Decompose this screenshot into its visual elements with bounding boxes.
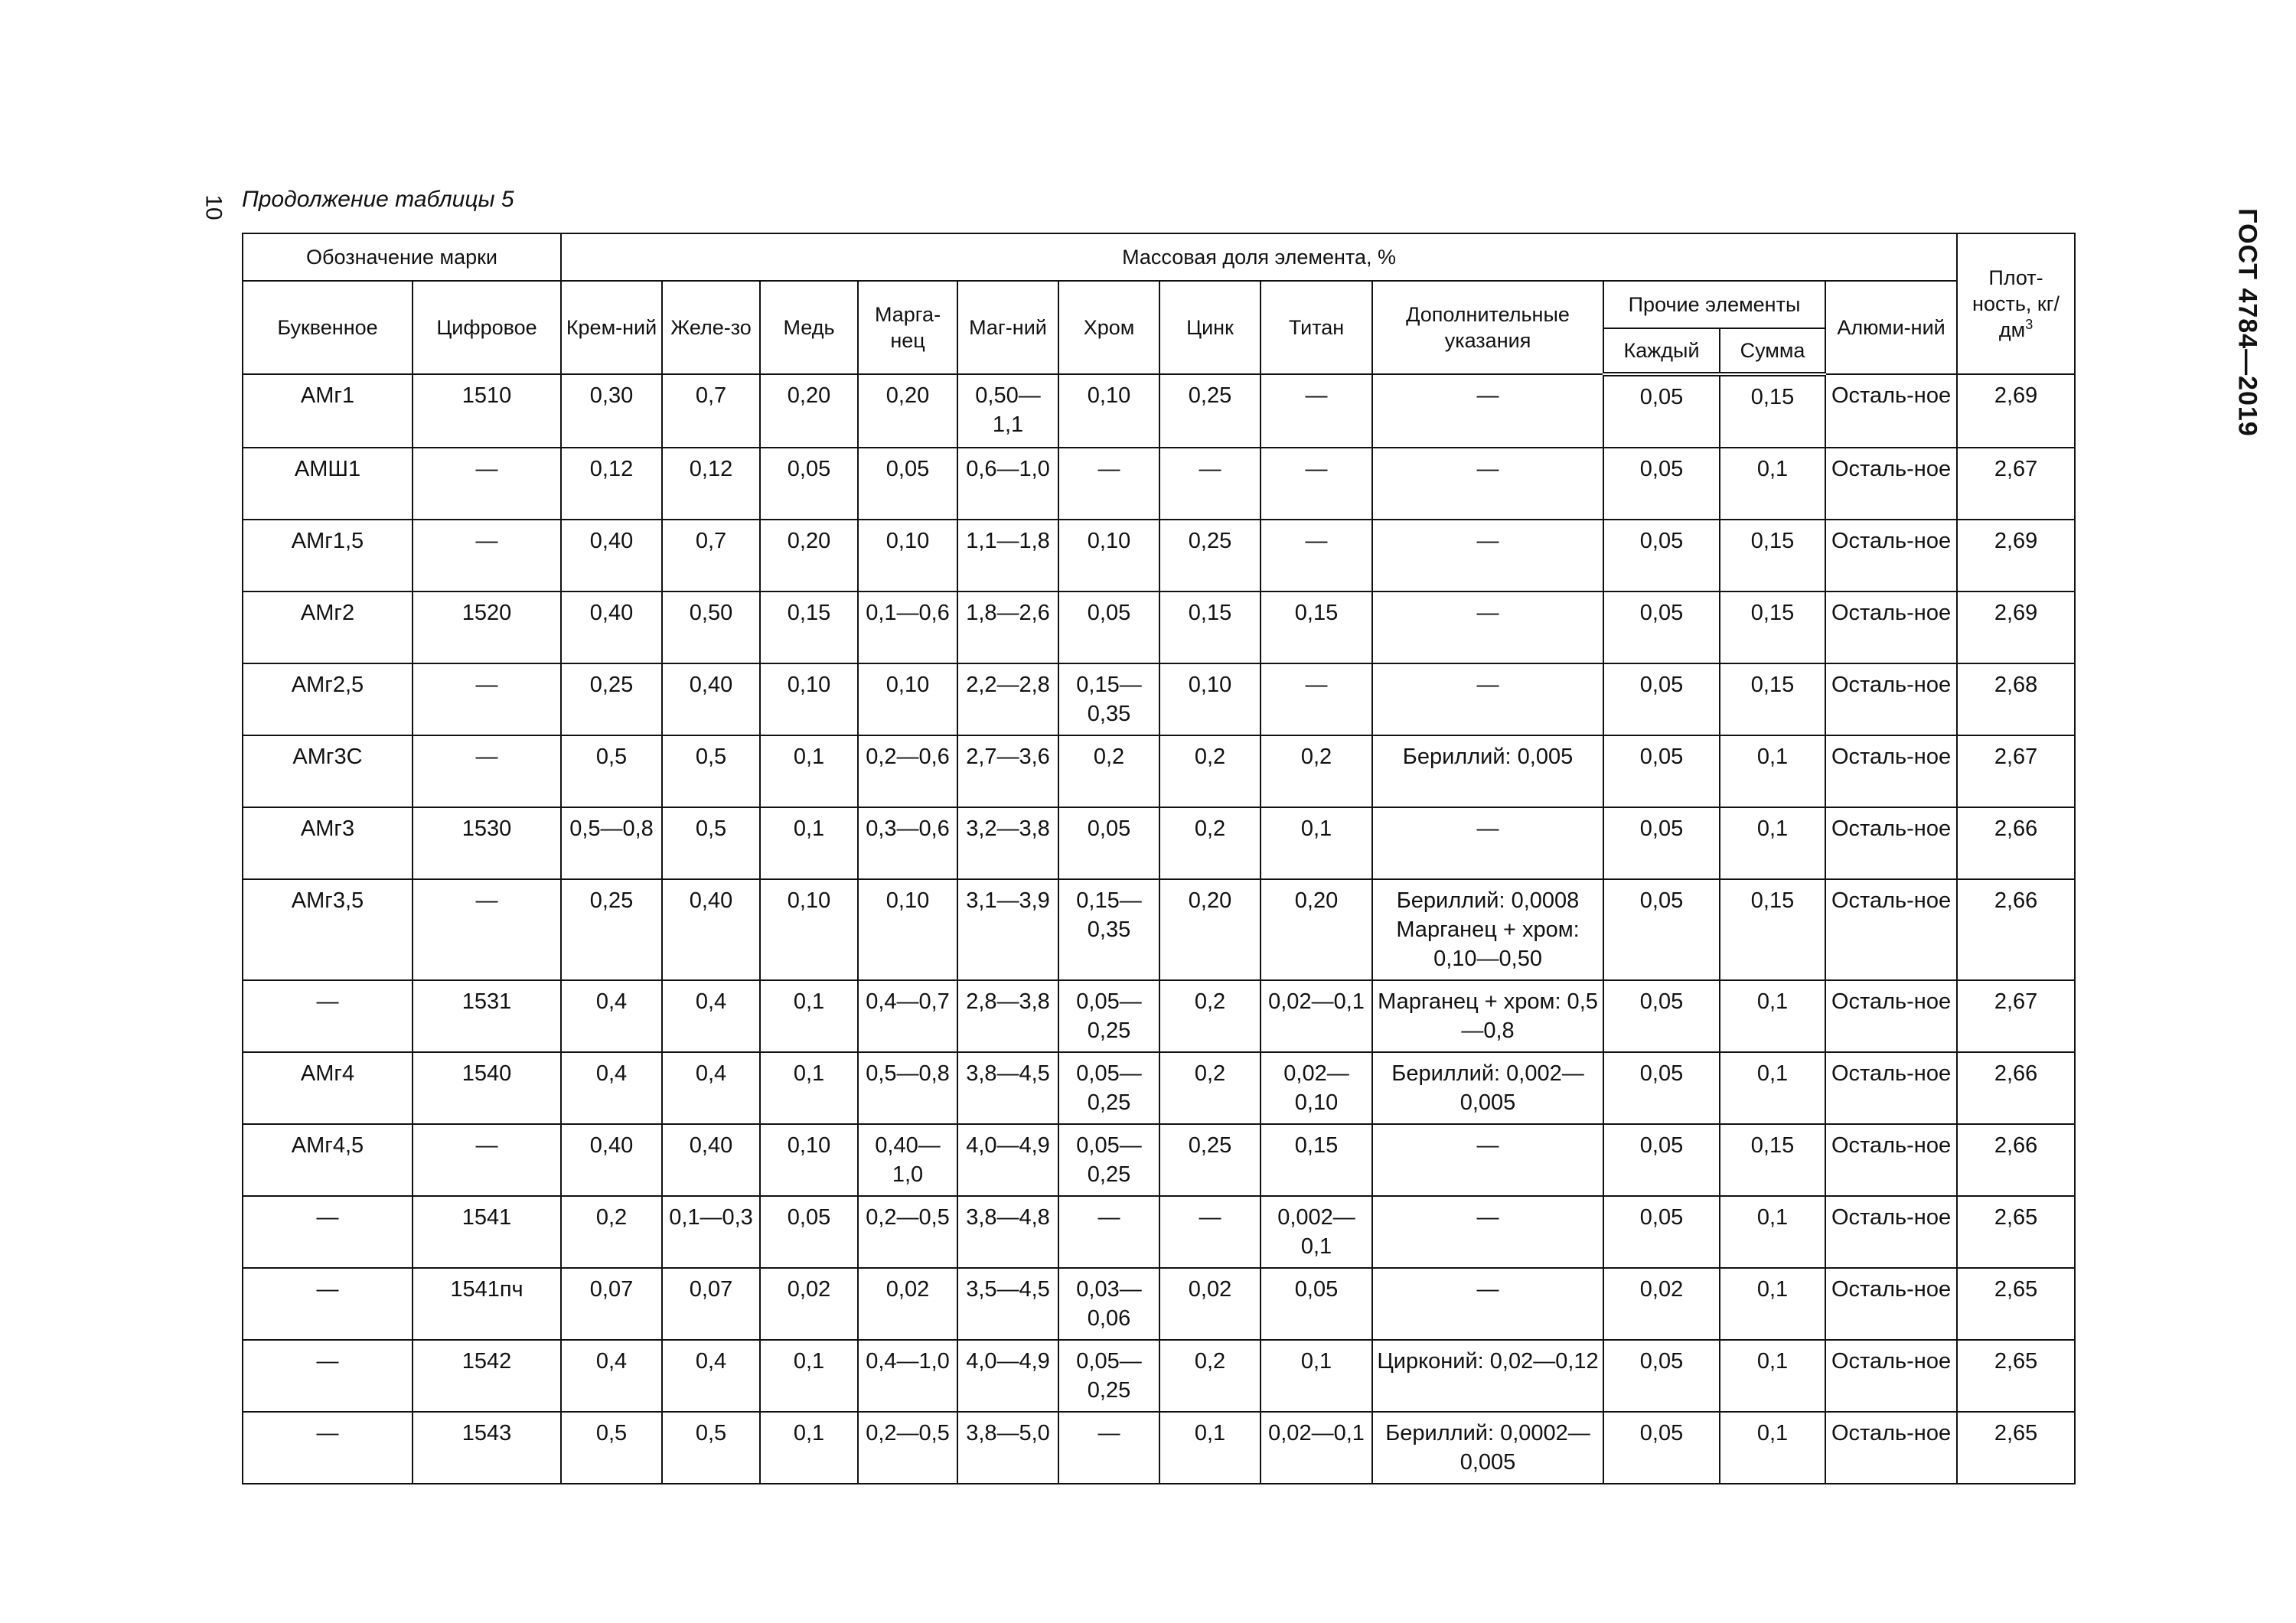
cell-aluminium: Осталь-ное: [1825, 980, 1957, 1052]
table-row: [243, 879, 2075, 980]
header-iron: Желе-зо: [662, 281, 760, 374]
cell-sum: 0,1: [1720, 980, 1825, 1052]
cell-manganese: 0,4—0,7: [858, 980, 957, 1052]
cell-silicon: 0,25: [561, 663, 662, 735]
cell-additional: —: [1372, 448, 1603, 520]
cell-each: 0,05: [1603, 735, 1720, 807]
cell-magnesium: 2,8—3,8: [957, 980, 1058, 1052]
cell-silicon: 0,30: [561, 374, 662, 448]
cell-zinc: 0,10: [1159, 663, 1261, 735]
cell-silicon: 0,40: [561, 1124, 662, 1196]
cell-magnesium: 3,2—3,8: [957, 807, 1058, 879]
cell-density: 2,67: [1957, 980, 2075, 1052]
table-row: [243, 1340, 2075, 1412]
cell-sum: 0,1: [1720, 735, 1825, 807]
cell-magnesium: 1,1—1,8: [957, 520, 1058, 592]
table-row: [243, 735, 2075, 807]
cell-sum: 0,15: [1720, 374, 1825, 448]
cell-density: 2,67: [1957, 448, 2075, 520]
cell-titanium: 0,02—0,10: [1261, 1052, 1372, 1124]
table-row: [243, 807, 2075, 879]
cell-copper: 0,1: [760, 735, 858, 807]
cell-density: 2,67: [1957, 735, 2075, 807]
cell-aluminium: Осталь-ное: [1825, 1052, 1957, 1124]
table-row: [243, 1052, 2075, 1124]
cell-letter: АМШ1: [243, 448, 413, 520]
cell-manganese: 0,10: [858, 663, 957, 735]
cell-silicon: 0,12: [561, 448, 662, 520]
cell-digital: 1541пч: [413, 1268, 561, 1340]
cell-additional: —: [1372, 374, 1603, 448]
cell-copper: 0,10: [760, 1124, 858, 1196]
cell-iron: 0,5: [662, 735, 760, 807]
cell-zinc: 0,2: [1159, 735, 1261, 807]
table-row: [243, 374, 2075, 448]
cell-chromium: —: [1058, 448, 1159, 520]
cell-aluminium: Осталь-ное: [1825, 1412, 1957, 1484]
cell-manganese: 0,2—0,6: [858, 735, 957, 807]
cell-letter: —: [243, 1268, 413, 1340]
cell-chromium: 0,03—0,06: [1058, 1268, 1159, 1340]
header-zinc: Цинк: [1159, 281, 1261, 374]
cell-silicon: 0,4: [561, 1340, 662, 1412]
page-number: 10: [201, 194, 227, 220]
cell-additional: Цирконий: 0,02—0,12: [1372, 1340, 1603, 1412]
cell-each: 0,05: [1603, 807, 1720, 879]
cell-manganese: 0,4—1,0: [858, 1340, 957, 1412]
table-caption: Продолжение таблицы 5: [242, 187, 514, 212]
cell-density: 2,65: [1957, 1196, 2075, 1268]
cell-zinc: 0,25: [1159, 374, 1261, 448]
cell-density: 2,66: [1957, 879, 2075, 980]
table-row: [243, 1196, 2075, 1268]
cell-chromium: 0,15—0,35: [1058, 663, 1159, 735]
cell-aluminium: Осталь-ное: [1825, 592, 1957, 663]
cell-iron: 0,5: [662, 807, 760, 879]
cell-sum: 0,1: [1720, 448, 1825, 520]
header-density: [1957, 233, 2075, 374]
cell-titanium: 0,15: [1261, 592, 1372, 663]
cell-additional: Бериллий: 0,0008 Марганец + хром: 0,10—0,50: [1372, 879, 1603, 980]
cell-sum: 0,1: [1720, 1268, 1825, 1340]
cell-manganese: 0,5—0,8: [858, 1052, 957, 1124]
cell-manganese: 0,2—0,5: [858, 1412, 957, 1484]
cell-zinc: —: [1159, 1196, 1261, 1268]
cell-titanium: 0,05: [1261, 1268, 1372, 1340]
cell-zinc: 0,2: [1159, 1340, 1261, 1412]
cell-iron: 0,40: [662, 663, 760, 735]
cell-iron: 0,12: [662, 448, 760, 520]
cell-additional: Бериллий: 0,005: [1372, 735, 1603, 807]
cell-aluminium: Осталь-ное: [1825, 374, 1957, 448]
cell-iron: 0,5: [662, 1412, 760, 1484]
cell-digital: 1531: [413, 980, 561, 1052]
cell-zinc: 0,25: [1159, 520, 1261, 592]
cell-titanium: —: [1261, 520, 1372, 592]
cell-each: 0,02: [1603, 1268, 1720, 1340]
header-other-elements: Прочие элементы: [1603, 281, 1825, 328]
cell-chromium: 0,05—0,25: [1058, 1052, 1159, 1124]
cell-silicon: 0,2: [561, 1196, 662, 1268]
cell-titanium: —: [1261, 448, 1372, 520]
cell-silicon: 0,40: [561, 520, 662, 592]
cell-chromium: 0,15—0,35: [1058, 879, 1159, 980]
header-each: Каждый: [1603, 328, 1720, 374]
cell-titanium: 0,1: [1261, 807, 1372, 879]
cell-additional: —: [1372, 1268, 1603, 1340]
cell-magnesium: 3,8—4,8: [957, 1196, 1058, 1268]
cell-titanium: 0,02—0,1: [1261, 1412, 1372, 1484]
cell-magnesium: 0,50—1,1: [957, 374, 1058, 448]
cell-iron: 0,7: [662, 374, 760, 448]
cell-chromium: —: [1058, 1196, 1159, 1268]
cell-chromium: 0,2: [1058, 735, 1159, 807]
cell-silicon: 0,5: [561, 1412, 662, 1484]
cell-density: 2,65: [1957, 1340, 2075, 1412]
table-row: [243, 663, 2075, 735]
cell-sum: 0,1: [1720, 1052, 1825, 1124]
cell-zinc: 0,25: [1159, 1124, 1261, 1196]
cell-each: 0,05: [1603, 374, 1720, 448]
header-density-text: Плот-ность, кг/дм: [1972, 266, 2060, 341]
cell-titanium: 0,20: [1261, 879, 1372, 980]
cell-sum: 0,1: [1720, 807, 1825, 879]
cell-magnesium: 3,8—5,0: [957, 1412, 1058, 1484]
cell-additional: —: [1372, 1124, 1603, 1196]
cell-magnesium: 3,5—4,5: [957, 1268, 1058, 1340]
cell-titanium: 0,002—0,1: [1261, 1196, 1372, 1268]
cell-letter: АМг4: [243, 1052, 413, 1124]
cell-iron: 0,50: [662, 592, 760, 663]
cell-aluminium: Осталь-ное: [1825, 1124, 1957, 1196]
header-aluminium: Алюми-ний: [1825, 281, 1957, 374]
cell-density: 2,65: [1957, 1268, 2075, 1340]
cell-chromium: 0,05—0,25: [1058, 980, 1159, 1052]
cell-chromium: 0,10: [1058, 520, 1159, 592]
cell-zinc: 0,1: [1159, 1412, 1261, 1484]
cell-aluminium: Осталь-ное: [1825, 1268, 1957, 1340]
cell-each: 0,05: [1603, 592, 1720, 663]
cell-letter: —: [243, 980, 413, 1052]
cell-additional: —: [1372, 1196, 1603, 1268]
cell-chromium: 0,05—0,25: [1058, 1340, 1159, 1412]
cell-copper: 0,1: [760, 1052, 858, 1124]
cell-copper: 0,05: [760, 1196, 858, 1268]
cell-titanium: 0,2: [1261, 735, 1372, 807]
cell-each: 0,05: [1603, 980, 1720, 1052]
cell-letter: АМг2: [243, 592, 413, 663]
cell-sum: 0,15: [1720, 663, 1825, 735]
cell-additional: Бериллий: 0,0002—0,005: [1372, 1412, 1603, 1484]
cell-iron: 0,4: [662, 980, 760, 1052]
cell-manganese: 0,20: [858, 374, 957, 448]
cell-titanium: 0,15: [1261, 1124, 1372, 1196]
cell-additional: —: [1372, 663, 1603, 735]
cell-zinc: 0,02: [1159, 1268, 1261, 1340]
header-density-sup: 3: [2025, 317, 2033, 332]
cell-each: 0,05: [1603, 1196, 1720, 1268]
cell-sum: 0,1: [1720, 1196, 1825, 1268]
header-copper: Медь: [760, 281, 858, 374]
header-manganese: Марга-нец: [858, 281, 957, 374]
cell-sum: 0,15: [1720, 592, 1825, 663]
cell-silicon: 0,40: [561, 592, 662, 663]
table-row: [243, 1124, 2075, 1196]
cell-zinc: 0,20: [1159, 879, 1261, 980]
cell-aluminium: Осталь-ное: [1825, 1340, 1957, 1412]
table-row: [243, 1268, 2075, 1340]
cell-aluminium: Осталь-ное: [1825, 520, 1957, 592]
cell-manganese: 0,05: [858, 448, 957, 520]
cell-digital: —: [413, 735, 561, 807]
cell-zinc: 0,15: [1159, 592, 1261, 663]
alloy-composition-table: [242, 233, 2076, 1484]
cell-zinc: 0,2: [1159, 807, 1261, 879]
cell-iron: 0,4: [662, 1052, 760, 1124]
cell-zinc: 0,2: [1159, 1052, 1261, 1124]
cell-aluminium: Осталь-ное: [1825, 735, 1957, 807]
cell-letter: —: [243, 1196, 413, 1268]
cell-chromium: 0,05: [1058, 592, 1159, 663]
cell-zinc: —: [1159, 448, 1261, 520]
cell-titanium: —: [1261, 663, 1372, 735]
cell-each: 0,05: [1603, 663, 1720, 735]
cell-magnesium: 3,8—4,5: [957, 1052, 1058, 1124]
cell-iron: 0,1—0,3: [662, 1196, 760, 1268]
cell-density: 2,66: [1957, 1124, 2075, 1196]
cell-density: 2,65: [1957, 1412, 2075, 1484]
cell-magnesium: 4,0—4,9: [957, 1340, 1058, 1412]
cell-manganese: 0,3—0,6: [858, 807, 957, 879]
cell-chromium: 0,05—0,25: [1058, 1124, 1159, 1196]
cell-letter: АМг3С: [243, 735, 413, 807]
table-row: [243, 448, 2075, 520]
cell-chromium: 0,10: [1058, 374, 1159, 448]
cell-digital: 1520: [413, 592, 561, 663]
cell-letter: —: [243, 1340, 413, 1412]
cell-letter: АМг1: [243, 374, 413, 448]
cell-manganese: 0,02: [858, 1268, 957, 1340]
cell-digital: —: [413, 448, 561, 520]
cell-copper: 0,1: [760, 807, 858, 879]
cell-silicon: 0,5—0,8: [561, 807, 662, 879]
header-magnesium: Маг-ний: [957, 281, 1058, 374]
cell-magnesium: 3,1—3,9: [957, 879, 1058, 980]
cell-density: 2,69: [1957, 520, 2075, 592]
cell-digital: 1542: [413, 1340, 561, 1412]
cell-copper: 0,1: [760, 1340, 858, 1412]
cell-iron: 0,7: [662, 520, 760, 592]
cell-manganese: 0,10: [858, 520, 957, 592]
cell-sum: 0,1: [1720, 1412, 1825, 1484]
cell-density: 2,69: [1957, 374, 2075, 448]
cell-each: 0,05: [1603, 448, 1720, 520]
cell-chromium: —: [1058, 1412, 1159, 1484]
cell-manganese: 0,2—0,5: [858, 1196, 957, 1268]
cell-copper: 0,15: [760, 592, 858, 663]
standard-id: ГОСТ 4784—2019: [2232, 208, 2262, 437]
cell-aluminium: Осталь-ное: [1825, 879, 1957, 980]
cell-each: 0,05: [1603, 1052, 1720, 1124]
cell-magnesium: 0,6—1,0: [957, 448, 1058, 520]
cell-additional: Бериллий: 0,002—0,005: [1372, 1052, 1603, 1124]
table-row: [243, 592, 2075, 663]
cell-copper: 0,10: [760, 663, 858, 735]
cell-letter: АМг2,5: [243, 663, 413, 735]
cell-magnesium: 1,8—2,6: [957, 592, 1058, 663]
cell-sum: 0,1: [1720, 1340, 1825, 1412]
header-sum: Сумма: [1720, 328, 1825, 374]
cell-letter: АМг4,5: [243, 1124, 413, 1196]
cell-additional: —: [1372, 592, 1603, 663]
cell-copper: 0,1: [760, 980, 858, 1052]
cell-density: 2,66: [1957, 807, 2075, 879]
cell-chromium: 0,05: [1058, 807, 1159, 879]
cell-letter: АМг3: [243, 807, 413, 879]
cell-iron: 0,40: [662, 1124, 760, 1196]
cell-copper: 0,10: [760, 879, 858, 980]
cell-sum: 0,15: [1720, 520, 1825, 592]
cell-copper: 0,20: [760, 374, 858, 448]
header-chromium: Хром: [1058, 281, 1159, 374]
cell-magnesium: 2,2—2,8: [957, 663, 1058, 735]
cell-copper: 0,20: [760, 520, 858, 592]
cell-titanium: —: [1261, 374, 1372, 448]
cell-titanium: 0,1: [1261, 1340, 1372, 1412]
cell-digital: 1543: [413, 1412, 561, 1484]
cell-silicon: 0,5: [561, 735, 662, 807]
cell-iron: 0,40: [662, 879, 760, 980]
header-digital: Цифровое: [413, 281, 561, 374]
cell-manganese: 0,40—1,0: [858, 1124, 957, 1196]
cell-additional: —: [1372, 807, 1603, 879]
cell-additional: Марганец + хром: 0,5—0,8: [1372, 980, 1603, 1052]
cell-copper: 0,05: [760, 448, 858, 520]
cell-density: 2,69: [1957, 592, 2075, 663]
cell-digital: 1510: [413, 374, 561, 448]
cell-each: 0,05: [1603, 1412, 1720, 1484]
cell-aluminium: Осталь-ное: [1825, 663, 1957, 735]
cell-magnesium: 2,7—3,6: [957, 735, 1058, 807]
cell-manganese: 0,1—0,6: [858, 592, 957, 663]
header-letter: Буквенное: [243, 281, 413, 374]
cell-digital: —: [413, 879, 561, 980]
cell-letter: —: [243, 1412, 413, 1484]
cell-sum: 0,15: [1720, 879, 1825, 980]
cell-silicon: 0,4: [561, 980, 662, 1052]
cell-aluminium: Осталь-ное: [1825, 448, 1957, 520]
cell-silicon: 0,4: [561, 1052, 662, 1124]
cell-each: 0,05: [1603, 1340, 1720, 1412]
cell-manganese: 0,10: [858, 879, 957, 980]
header-designation: Обозначение марки: [243, 233, 561, 281]
cell-copper: 0,02: [760, 1268, 858, 1340]
cell-titanium: 0,02—0,1: [1261, 980, 1372, 1052]
header-titanium: Титан: [1261, 281, 1372, 374]
table-body: [243, 374, 2075, 1484]
cell-digital: 1540: [413, 1052, 561, 1124]
cell-silicon: 0,25: [561, 879, 662, 980]
cell-aluminium: Осталь-ное: [1825, 1196, 1957, 1268]
table-row: [243, 1412, 2075, 1484]
cell-density: 2,68: [1957, 663, 2075, 735]
cell-zinc: 0,2: [1159, 980, 1261, 1052]
cell-sum: 0,15: [1720, 1124, 1825, 1196]
header-mass-fraction: Массовая доля элемента, %: [561, 233, 1957, 281]
cell-each: 0,05: [1603, 879, 1720, 980]
cell-letter: АМг3,5: [243, 879, 413, 980]
cell-magnesium: 4,0—4,9: [957, 1124, 1058, 1196]
cell-density: 2,66: [1957, 1052, 2075, 1124]
cell-aluminium: Осталь-ное: [1825, 807, 1957, 879]
cell-digital: —: [413, 1124, 561, 1196]
header-additional: Дополнительные указания: [1372, 281, 1603, 374]
table-row: [243, 980, 2075, 1052]
cell-iron: 0,07: [662, 1268, 760, 1340]
cell-digital: —: [413, 663, 561, 735]
cell-digital: 1530: [413, 807, 561, 879]
cell-letter: АМг1,5: [243, 520, 413, 592]
cell-silicon: 0,07: [561, 1268, 662, 1340]
cell-copper: 0,1: [760, 1412, 858, 1484]
cell-digital: 1541: [413, 1196, 561, 1268]
header-silicon: Крем-ний: [561, 281, 662, 374]
table-row: [243, 520, 2075, 592]
cell-each: 0,05: [1603, 1124, 1720, 1196]
cell-iron: 0,4: [662, 1340, 760, 1412]
cell-each: 0,05: [1603, 520, 1720, 592]
cell-digital: —: [413, 520, 561, 592]
cell-additional: —: [1372, 520, 1603, 592]
